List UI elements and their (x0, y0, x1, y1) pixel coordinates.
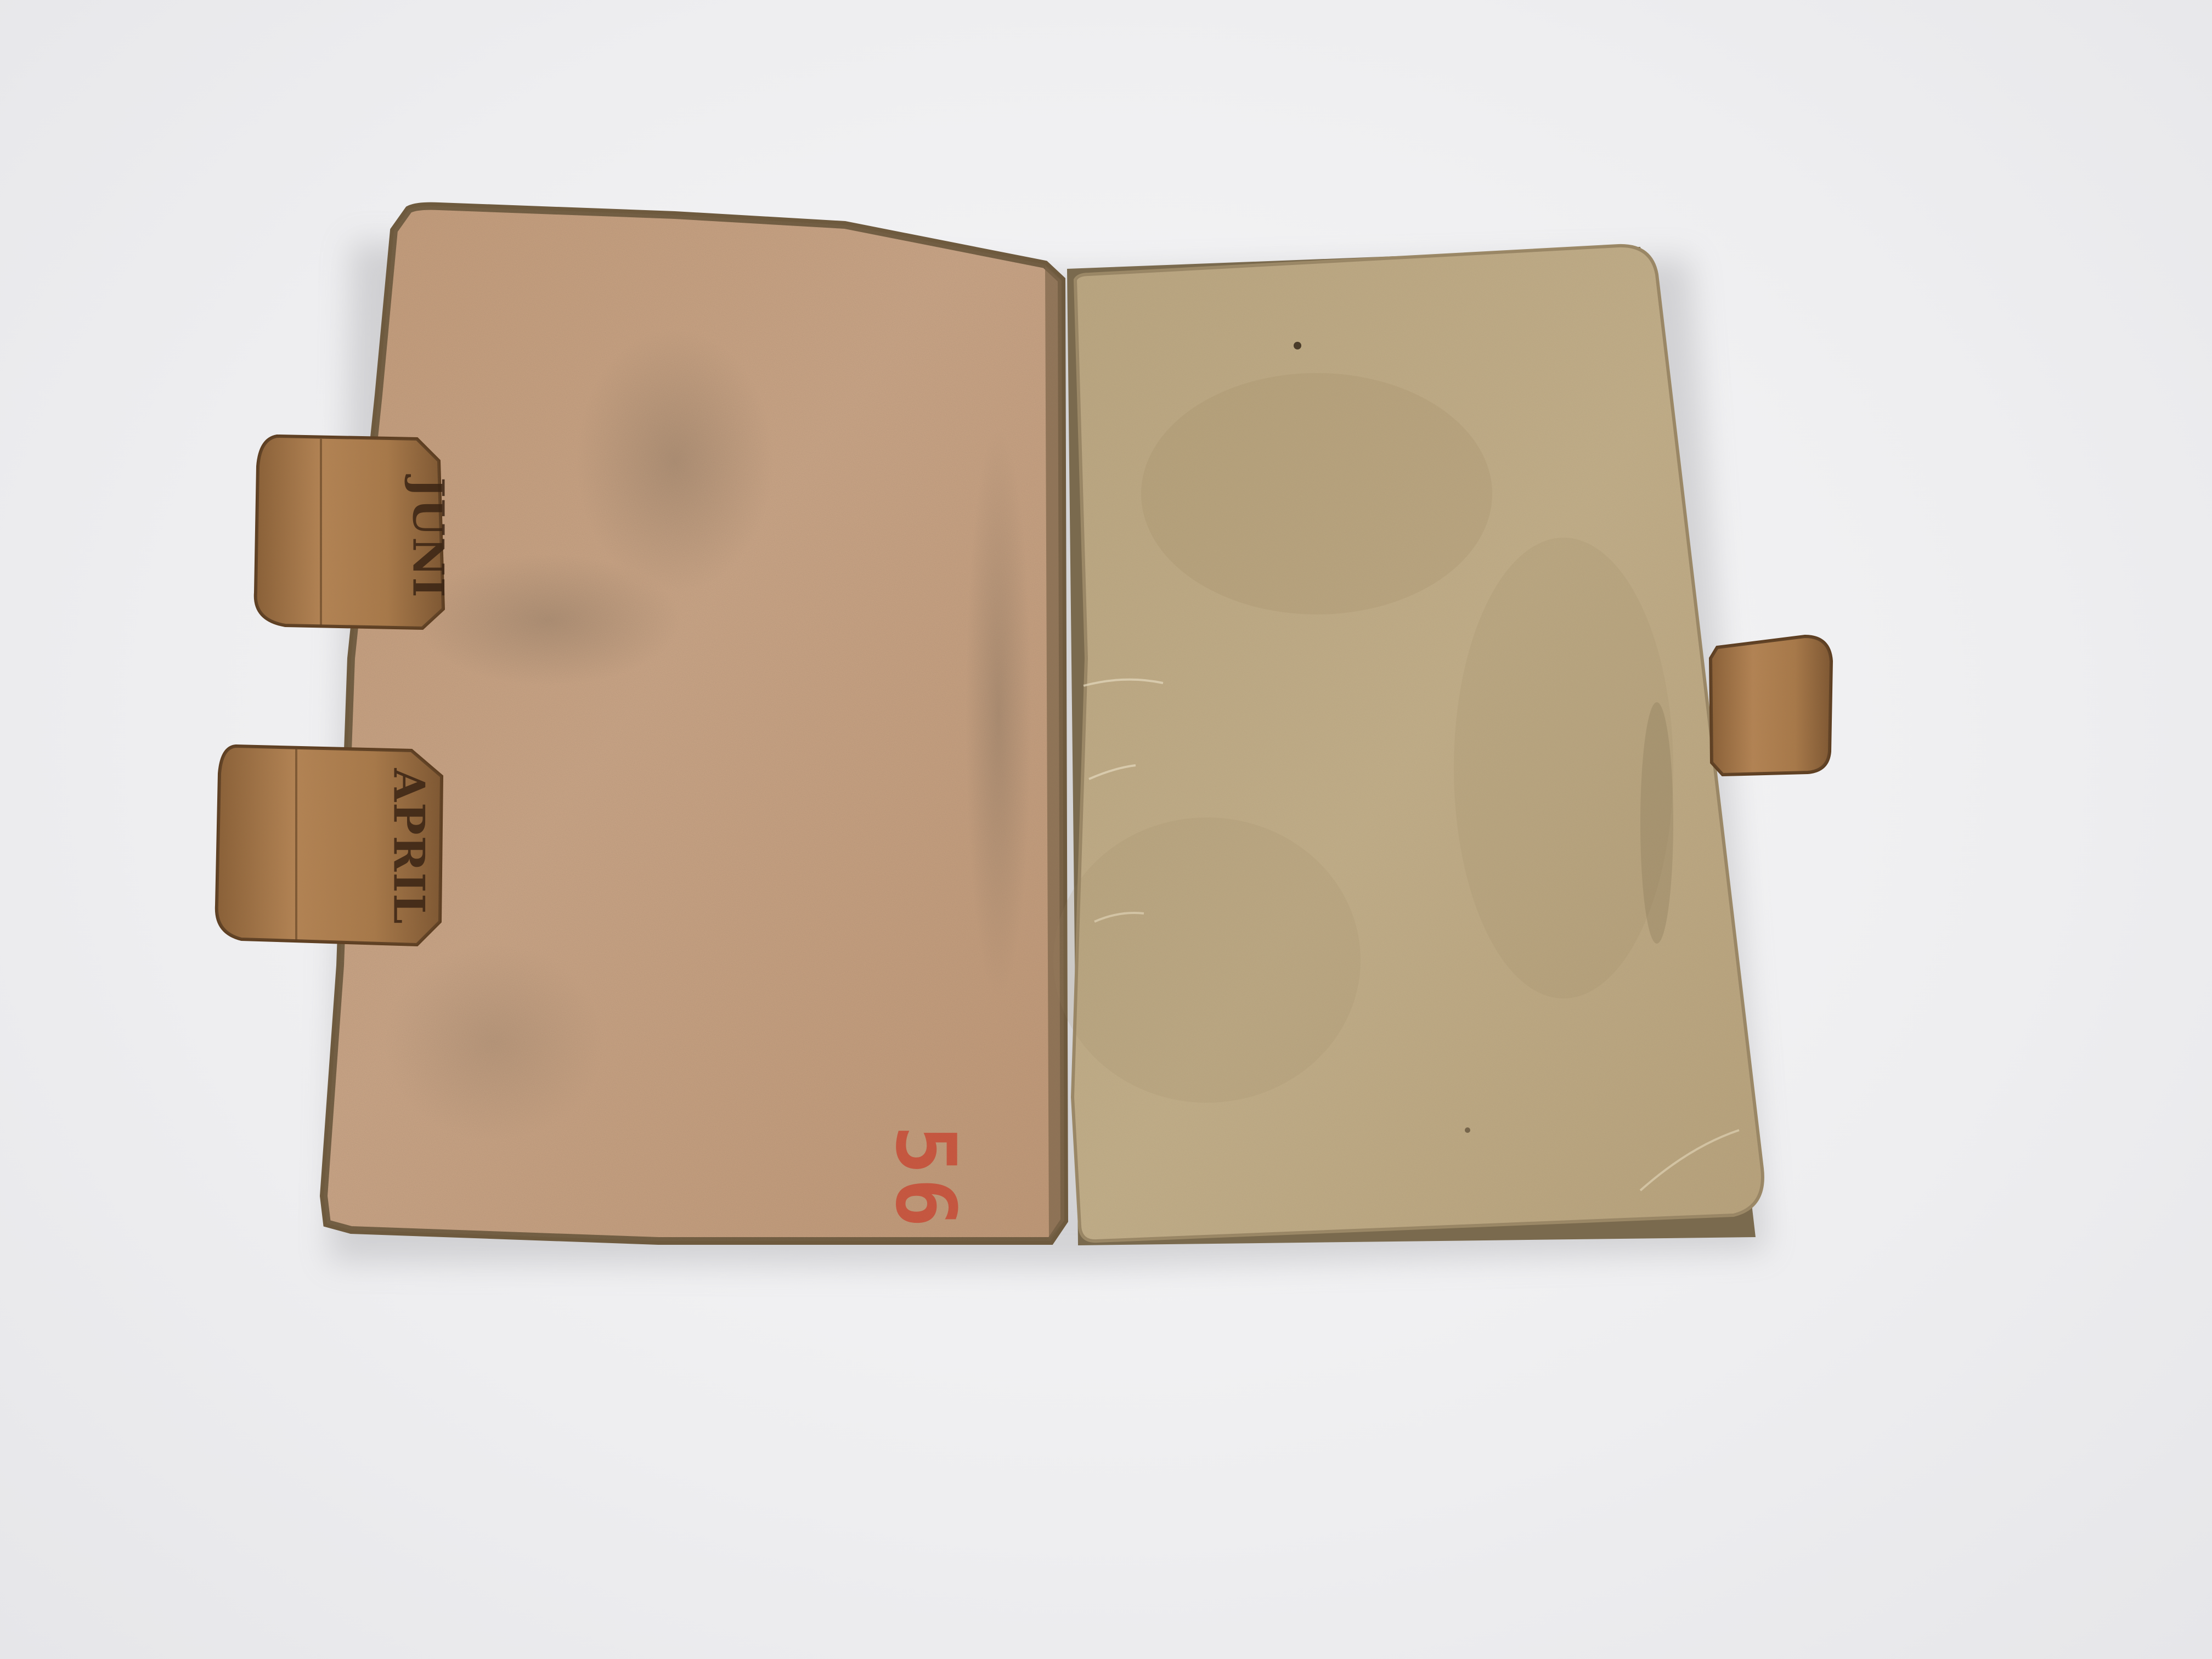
left-cover-panel (324, 206, 1064, 1241)
page-stain (1640, 702, 1673, 944)
cover-stain (384, 944, 603, 1141)
stamp-number: 56 (877, 1125, 973, 1231)
notebook-first-page (1053, 246, 1763, 1241)
page-stain (1141, 373, 1492, 614)
closure-tab (1711, 636, 1831, 775)
page-stain (1454, 538, 1673, 998)
cover-stain (966, 428, 1031, 998)
page-spot (1465, 1127, 1470, 1133)
page-spot (1294, 342, 1301, 349)
tab-bottom-label: APRIL (383, 768, 434, 925)
cover-stain (417, 554, 680, 686)
tab-top-label: JUNI (403, 477, 453, 599)
page-stain (1053, 817, 1361, 1103)
cover-stain (576, 329, 774, 592)
